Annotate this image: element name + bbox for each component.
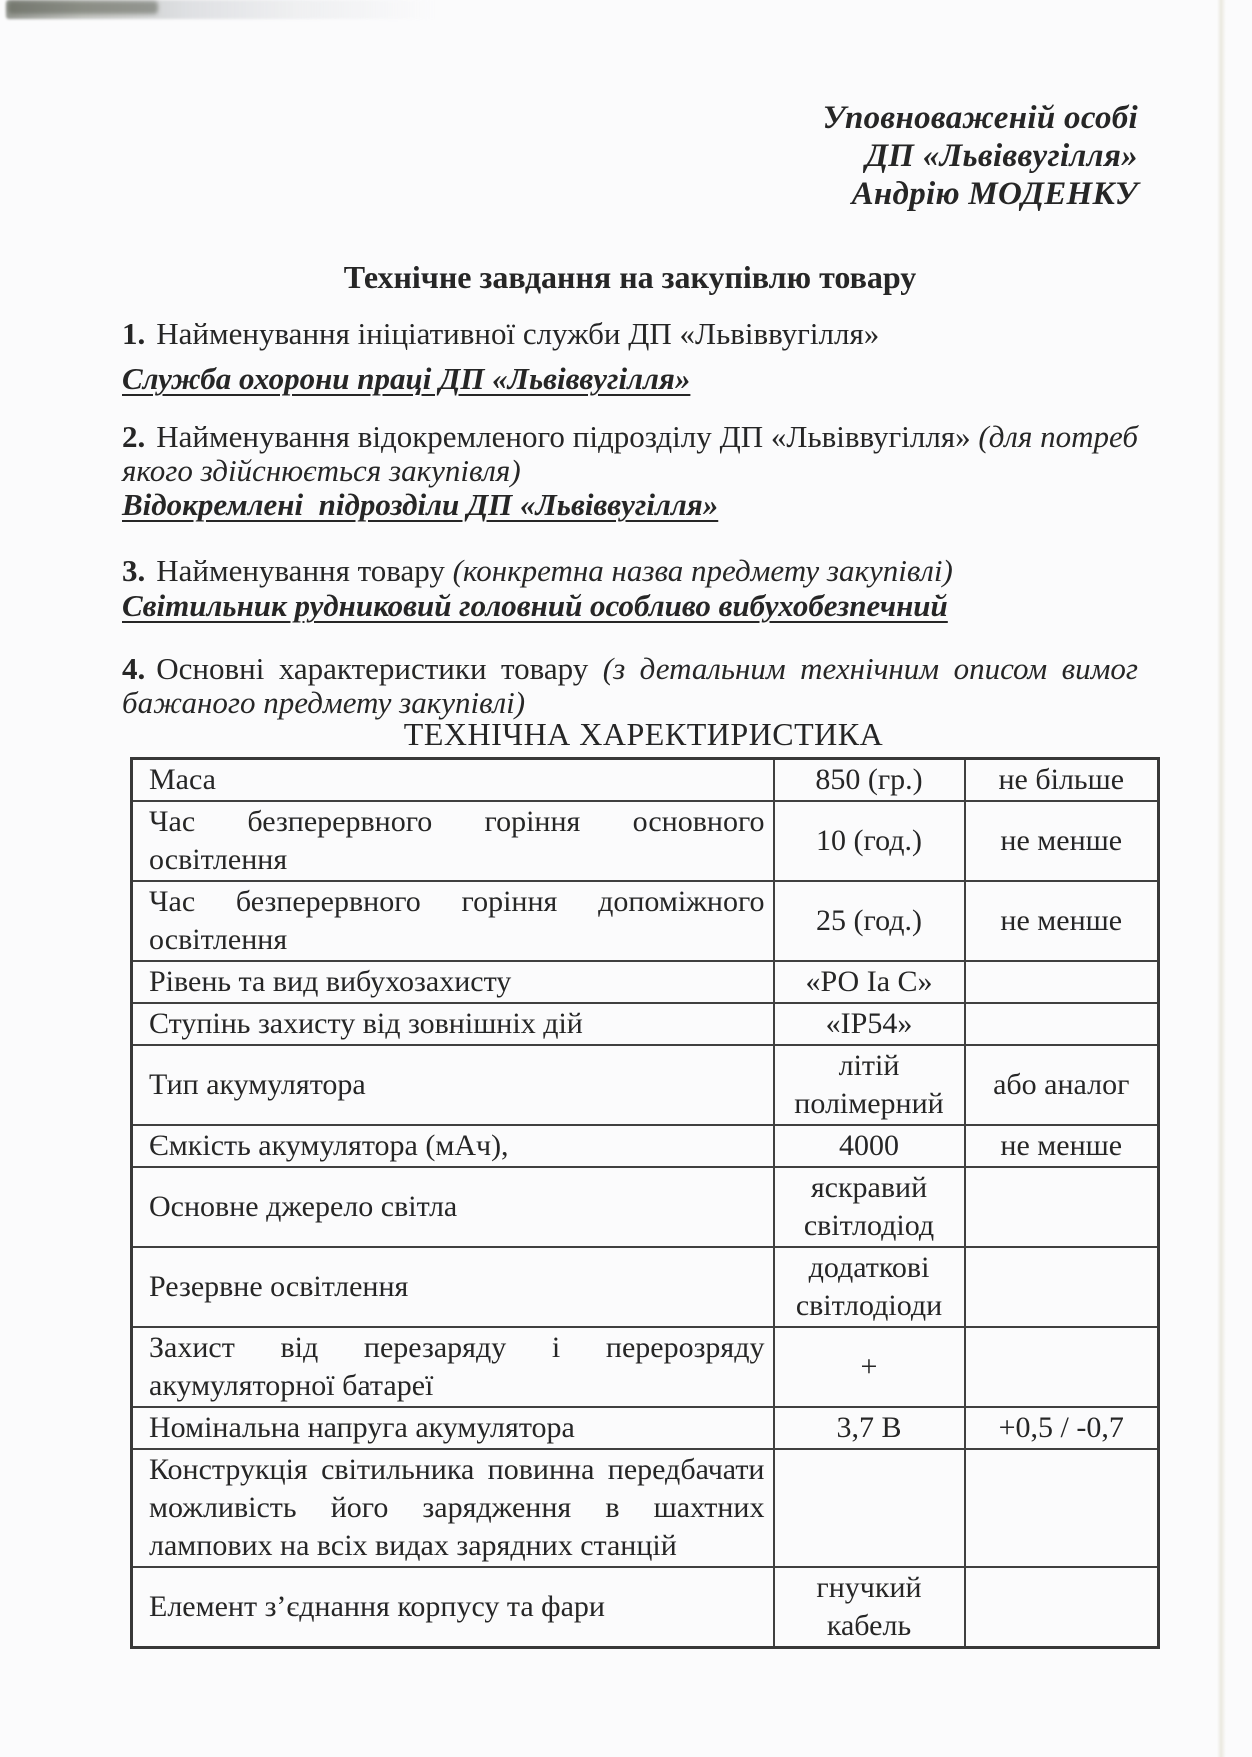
value-cell: «ІР54» [774, 1003, 965, 1045]
recipient-block [823, 99, 1138, 213]
item-1 [122, 317, 1138, 351]
condition-cell: не більше [965, 759, 1159, 802]
table-row [132, 1125, 1159, 1167]
condition-cell [965, 1167, 1159, 1247]
condition-cell [965, 961, 1159, 1003]
table-row [132, 1407, 1159, 1449]
condition-cell [965, 1247, 1159, 1327]
table-row [132, 759, 1159, 802]
item-2-number: 2. [122, 419, 146, 454]
table-row [132, 1449, 1159, 1567]
parameter-cell: Основне джерело світла [132, 1167, 774, 1247]
item-4-number: 4. [122, 651, 146, 686]
condition-cell: не менше [965, 881, 1159, 961]
table-row [132, 1327, 1159, 1407]
parameter-cell: Тип акумулятора [132, 1045, 774, 1125]
recipient-line: ДП «Львіввугілля» [865, 138, 1138, 174]
parameter-cell: Час безперервного горіння основного освітлення [132, 801, 774, 881]
condition-cell [965, 1327, 1159, 1407]
table-row [132, 961, 1159, 1003]
value-cell: яскравий світлодіод [774, 1167, 965, 1247]
condition-cell [965, 1003, 1159, 1045]
table-row [132, 1167, 1159, 1247]
parameter-cell: Ступінь захисту від зовнішніх дій [132, 1003, 774, 1045]
scan-artifact-top-left-dark [8, 1, 158, 14]
condition-cell: або аналог [965, 1045, 1159, 1125]
value-cell: «РО Іа С» [774, 961, 965, 1003]
table-row [132, 801, 1159, 881]
item-3-number: 3. [122, 553, 146, 588]
parameter-cell: Маса [132, 759, 774, 802]
item-2-text: Найменування відокремленого підрозділу ДП «Львіввугілля» [156, 419, 971, 454]
item-2-answer: Відокремлені підрозділи ДП «Львіввугілля» [122, 487, 719, 522]
item-1-answer: Служба охорони праці ДП «Львіввугілля» [122, 361, 691, 396]
item-3-answer: Світильник рудниковий головний особливо вибухобезпечний [122, 588, 948, 623]
parameter-cell: Час безперервного горіння допоміжного освітлення [132, 881, 774, 961]
parameter-cell: Елемент з’єднання корпусу та фари [132, 1567, 774, 1648]
item-3-text: Найменування товару [156, 553, 445, 588]
parameter-cell: Рівень та вид вибухозахисту [132, 961, 774, 1003]
item-1-number: 1. [122, 316, 146, 351]
table-row [132, 1567, 1159, 1648]
condition-cell: +0,5 / -0,7 [965, 1407, 1159, 1449]
item-2 [122, 420, 1138, 488]
condition-cell [965, 1567, 1159, 1648]
value-cell: 4000 [774, 1125, 965, 1167]
table-row [132, 1003, 1159, 1045]
value-cell: гнучкий кабель [774, 1567, 965, 1648]
value-cell: додаткові світлодіоди [774, 1247, 965, 1327]
value-cell: 850 (гр.) [774, 759, 965, 802]
value-cell: 10 (год.) [774, 801, 965, 881]
table-row [132, 1247, 1159, 1327]
recipient-line: Андрію МОДЕНКУ [851, 176, 1138, 212]
scan-edge-line-right [1217, 0, 1226, 1757]
item-4-text: Основні характеристики товару [156, 651, 589, 686]
item-4 [122, 652, 1138, 720]
parameter-cell: Резервне освітлення [132, 1247, 774, 1327]
value-cell: літій полімерний [774, 1045, 965, 1125]
value-cell [774, 1449, 965, 1567]
recipient-line: Уповноваженій особі [822, 100, 1138, 136]
condition-cell: не менше [965, 801, 1159, 881]
spec-table [130, 757, 1160, 1649]
parameter-cell: Ємкість акумулятора (мАч), [132, 1125, 774, 1167]
value-cell: + [774, 1327, 965, 1407]
item-1-text: Найменування ініціативної служби ДП «Львіввугілля» [156, 316, 880, 351]
table-row [132, 881, 1159, 961]
spec-table-title: ТЕХНІЧНА ХАРЕКТИРИСТИКА [403, 716, 884, 752]
item-3-note: (конкретна назва предмету закупівлі) [452, 553, 953, 588]
spec-table-body [132, 759, 1159, 1648]
parameter-cell: Захист від перезаряду і перерозряду акумуляторної батареї [132, 1327, 774, 1407]
value-cell: 25 (год.) [774, 881, 965, 961]
parameter-cell: Конструкція світильника повинна передбачати можливість його зарядження в шахтних лампових на всіх видах зарядних станцій [132, 1449, 774, 1567]
document-title: Технічне завдання на закупівлю товару [343, 259, 917, 295]
condition-cell: не менше [965, 1125, 1159, 1167]
item-2-note: (для потреб якого здійснюється закупівля) [122, 419, 1139, 488]
condition-cell [965, 1449, 1159, 1567]
parameter-cell: Номінальна напруга акумулятора [132, 1407, 774, 1449]
value-cell: 3,7 В [774, 1407, 965, 1449]
table-row [132, 1045, 1159, 1125]
item-4-note: (з детальним технічним описом вимог бажаного предмету закупівлі) [122, 651, 1138, 720]
item-3 [122, 554, 1138, 588]
